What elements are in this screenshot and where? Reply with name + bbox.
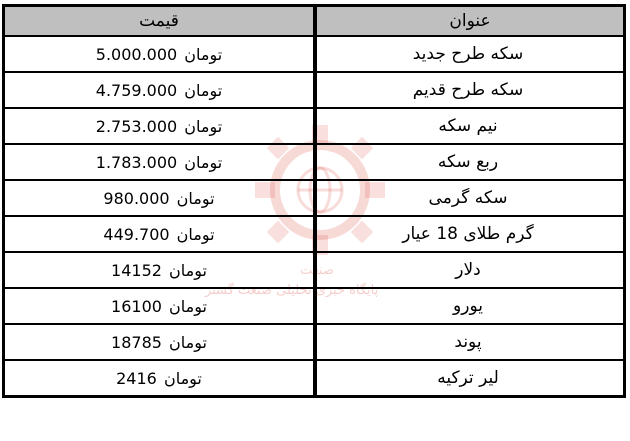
title-cell: یورو: [314, 288, 624, 324]
table-row: [4, 324, 624, 360]
price-value: 2416: [116, 368, 157, 388]
price-table: [2, 4, 626, 398]
price-value: 5.000.000: [95, 44, 178, 64]
price-value: 2.753.000: [95, 116, 178, 136]
table-row: [4, 144, 624, 180]
price-cell: [4, 288, 314, 324]
title-cell: نیم سکه: [314, 108, 624, 144]
price-value-group: [103, 225, 214, 244]
price-value-group: [96, 153, 222, 172]
price-unit: تومان: [184, 80, 223, 100]
price-unit: تومان: [184, 116, 223, 136]
title-cell: گرم طلای 18 عیار: [314, 216, 624, 252]
table-row: [4, 72, 624, 108]
price-cell: [4, 216, 314, 252]
title-cell: سکه طرح قدیم: [314, 72, 624, 108]
table-row: [4, 216, 624, 252]
header-price: قیمت: [4, 6, 314, 36]
table-body: [4, 36, 624, 396]
title-cell: سکه طرح جدید: [314, 36, 624, 72]
price-unit: تومان: [184, 44, 223, 64]
table-row: [4, 36, 624, 72]
price-cell: [4, 36, 314, 72]
price-value: 18785: [111, 332, 162, 352]
price-unit: تومان: [184, 152, 223, 172]
table-row: [4, 288, 624, 324]
price-value-group: [96, 81, 222, 100]
price-value-group: [96, 117, 222, 136]
price-value-group: [96, 45, 222, 64]
watermark-line1: صنعت: [300, 263, 334, 278]
table-header-row: [4, 6, 624, 36]
price-unit: تومان: [169, 332, 207, 352]
table-row: [4, 360, 624, 396]
title-cell: سکه گرمی: [314, 180, 624, 216]
price-unit: تومان: [163, 368, 202, 388]
price-cell: [4, 180, 314, 216]
title-cell: ربع سکه: [314, 144, 624, 180]
price-unit: تومان: [176, 188, 215, 208]
price-unit: تومان: [169, 260, 207, 280]
price-cell: [4, 252, 314, 288]
price-value: 449.700: [103, 224, 170, 244]
header-title: عنوان: [314, 6, 624, 36]
price-cell: [4, 360, 314, 396]
price-value: 4.759.000: [95, 80, 178, 100]
price-cell: [4, 72, 314, 108]
price-cell: [4, 108, 314, 144]
price-value-group: [103, 189, 214, 208]
price-value-group: [111, 333, 207, 352]
table-row: [4, 252, 624, 288]
title-cell: لیر ترکیه: [314, 360, 624, 396]
price-value: 14152: [111, 260, 162, 280]
title-cell: دلار: [314, 252, 624, 288]
watermark-line2: پایگاه خبری تحلیلی صنعت گستر: [205, 283, 379, 298]
price-value: 980.000: [103, 188, 170, 208]
table-row: [4, 108, 624, 144]
price-value: 16100: [111, 296, 162, 316]
price-unit: تومان: [169, 296, 207, 316]
price-value-group: [111, 261, 207, 280]
price-cell: [4, 144, 314, 180]
price-cell: [4, 324, 314, 360]
price-value-group: [111, 297, 207, 316]
table-row: [4, 180, 624, 216]
price-unit: تومان: [176, 224, 215, 244]
price-value-group: [116, 369, 202, 388]
price-value: 1.783.000: [95, 152, 178, 172]
title-cell: پوند: [314, 324, 624, 360]
